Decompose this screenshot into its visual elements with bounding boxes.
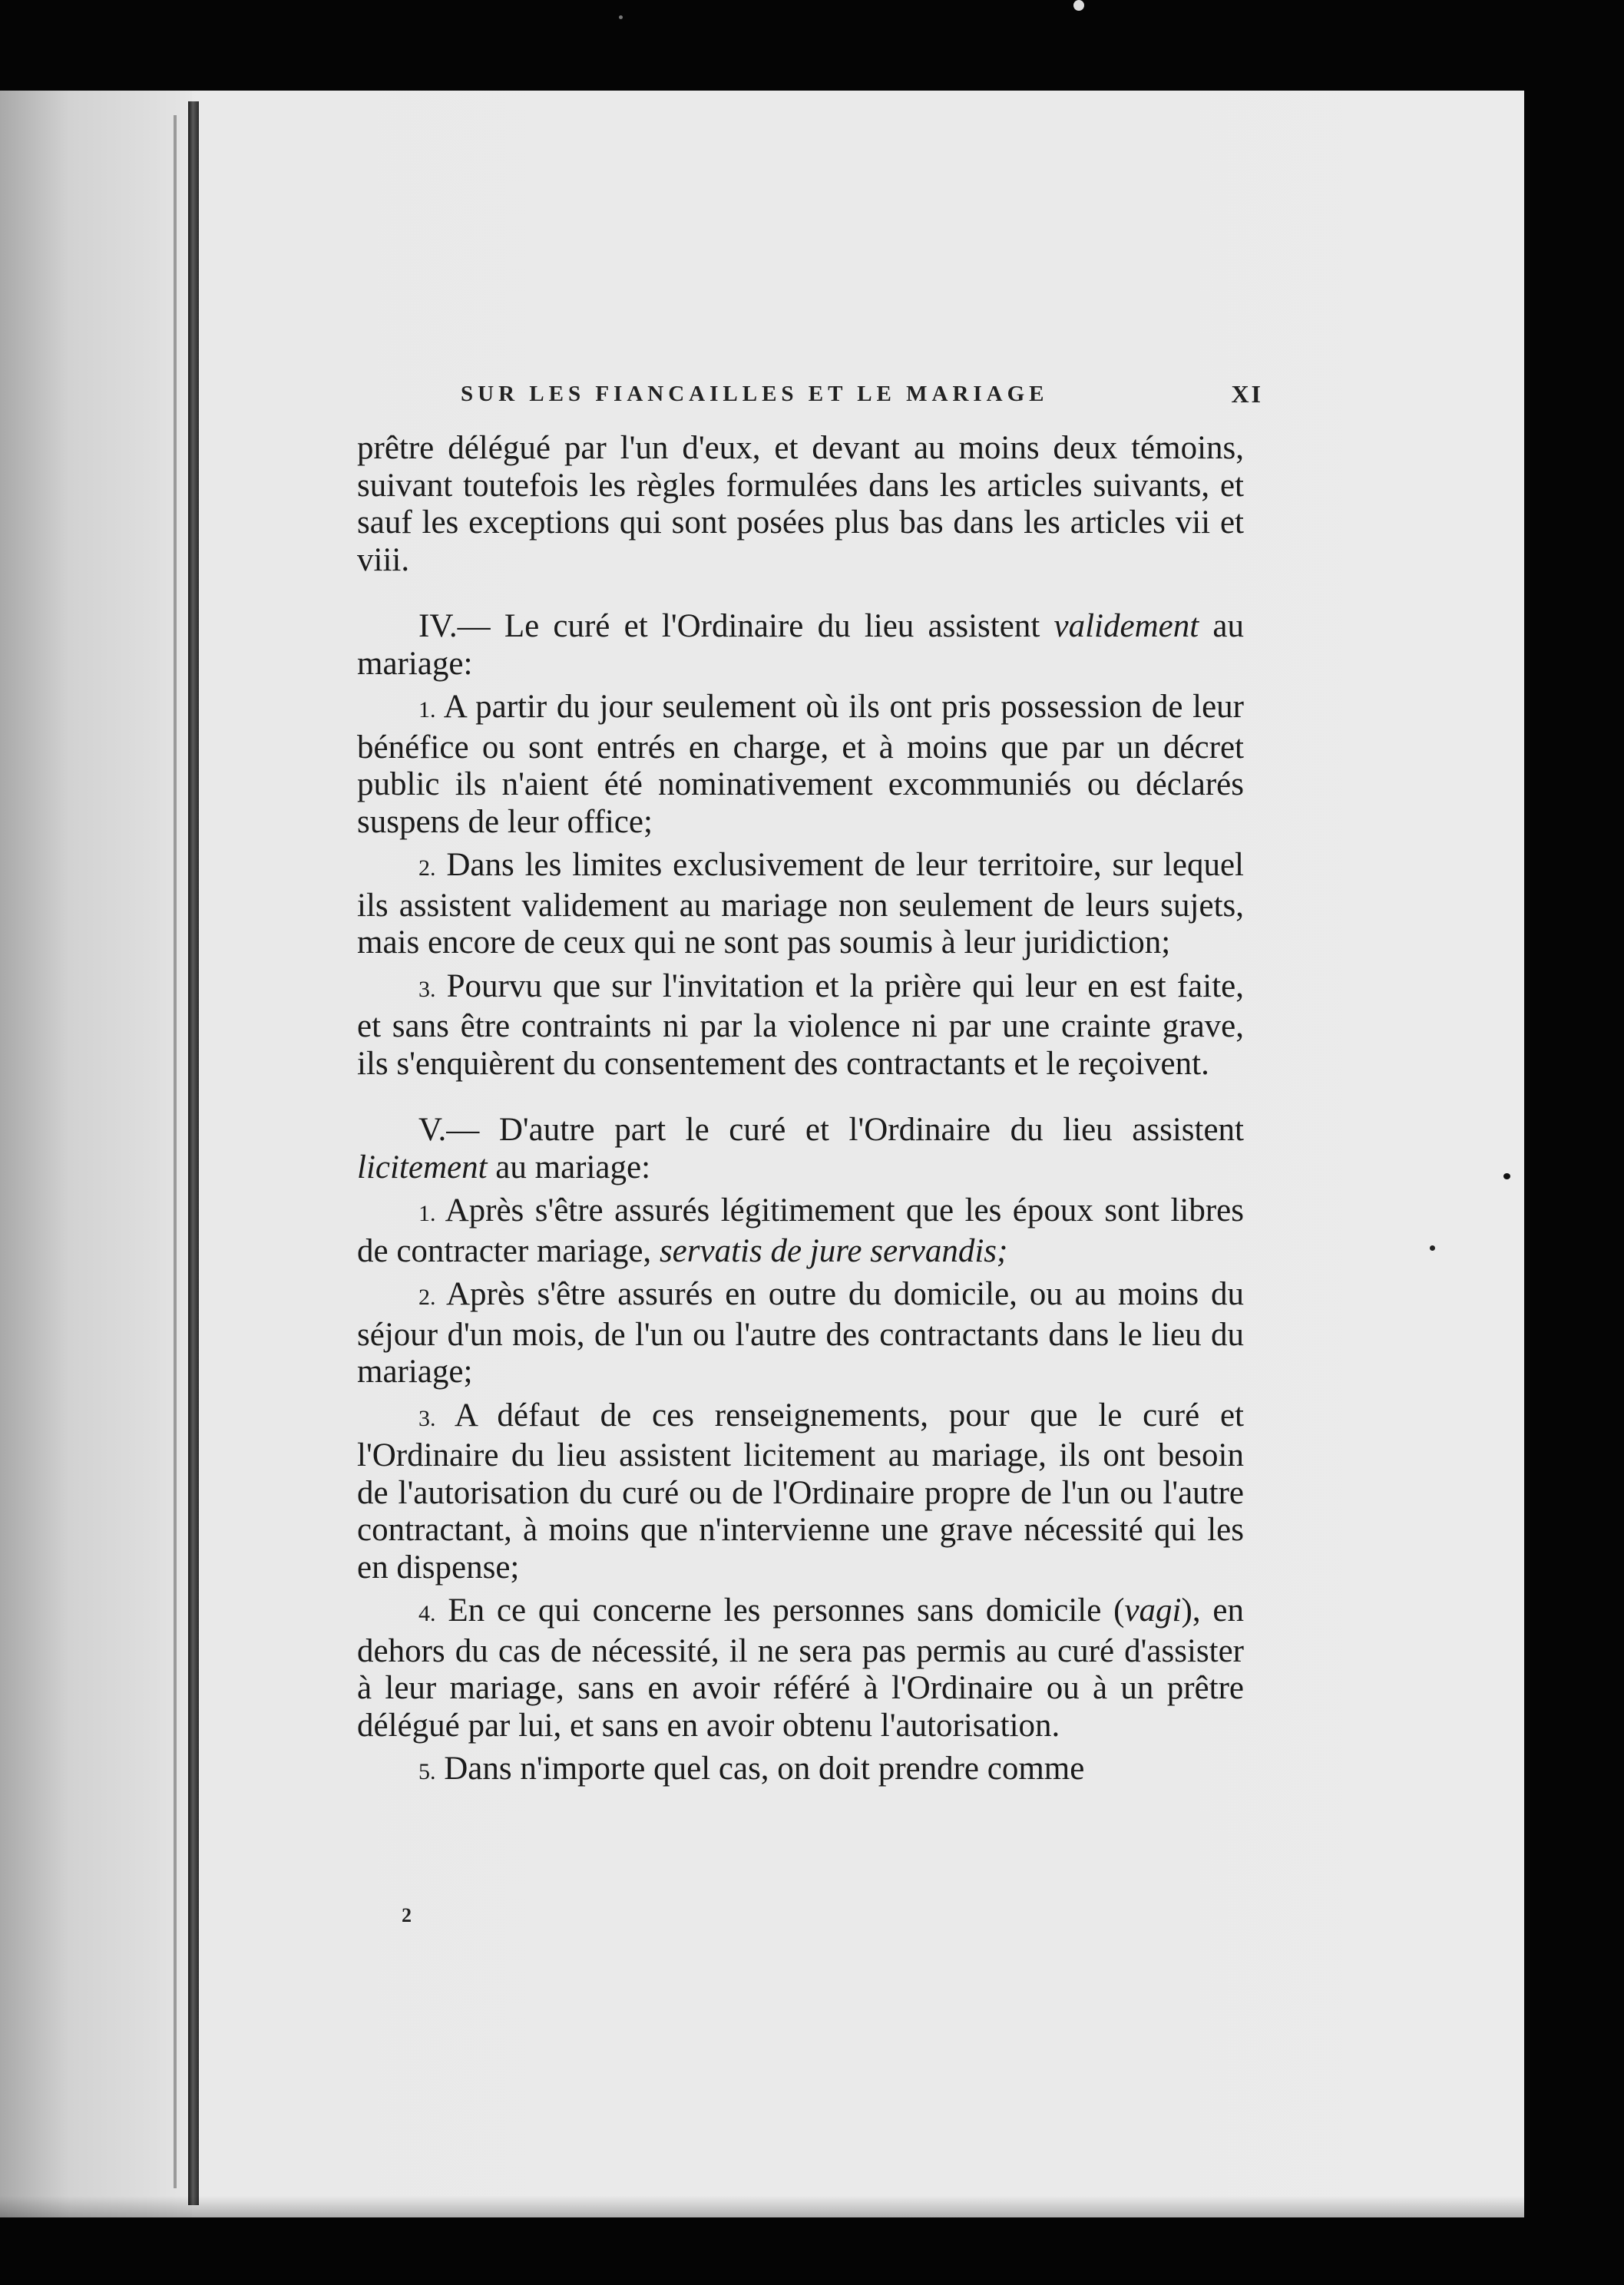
paragraph-continuation: prêtre délégué par l'un d'eux, et devant au moins deux témoins, suivant toutefois les règles formulées dans les articles suivants, et sauf les exceptions qui sont posées plus bas dans les articles vii et viii.	[357, 430, 1244, 578]
article-iv-lead: IV.— Le curé et l'Ordinaire du lieu assistent	[418, 608, 1054, 644]
item-text: En ce qui concerne les personnes sans domicile (	[435, 1592, 1125, 1629]
scan-speck	[619, 15, 623, 19]
article-iv-lead-end: au mariage:	[357, 608, 1244, 682]
article-v-item-5	[357, 1751, 1244, 1791]
article-v-item-3	[357, 1397, 1244, 1587]
article-iv-keyword: validement	[1053, 608, 1199, 644]
item-text: Dans les limites exclusivement de leur territoire, sur lequel ils assistent validement au mariage non seulement de leurs sujets, mais encore de ceux qui ne sont pas soumis à leur juridiction;	[357, 847, 1244, 961]
item-latin-word: vagi	[1124, 1592, 1182, 1629]
item-text: Pourvu que sur l'invitation et la prière qui leur en est faite, et sans être contraints ni par la violence ni par une crainte grave, ils s'enquièrent du consentement des contractants et le reçoivent.	[357, 967, 1244, 1082]
item-text: Après s'être assurés légitimement que les époux sont libres de contracter mariage,	[357, 1192, 1244, 1269]
item-number: 2.	[418, 855, 436, 881]
signature-mark: 2	[402, 1904, 412, 1926]
item-number: 3.	[418, 976, 436, 1002]
item-text: A partir du jour seulement où ils ont pris possession de leur bénéfice ou sont entrés en charge, et à moins que par un décret public ils n'aient été nominativement excommuniés ou déclarés suspens de leur office;	[357, 689, 1244, 840]
scan-speck	[1073, 0, 1084, 11]
item-text: Après s'être assurés en outre du domicile, ou au moins du séjour d'un mois, de l'un ou l'autre des contractants dans le lieu du mariage;	[357, 1276, 1244, 1390]
ink-speck	[1503, 1173, 1510, 1179]
item-text-continued: ), en dehors du cas de nécessité, il ne sera pas permis au curé d'assister à leur mariage, sans en avoir référé à l'Ordinaire ou à un prêtre délégué par lui, et sans en avoir obtenu l'autorisation.	[357, 1592, 1244, 1744]
article-v-lead-end: au mariage:	[487, 1149, 651, 1185]
item-number: 3.	[418, 1405, 436, 1431]
article-v-item-2	[357, 1276, 1244, 1391]
page-gutter-line	[174, 115, 177, 2188]
item-text: A défaut de ces renseignements, pour que le curé et l'Ordinaire du lieu assistent licitement au mariage, ils ont besoin de l'autorisation du curé ou de l'Ordinaire propre de l'un ou l'autre contractant, à moins que n'intervienne une grave nécessité qui les en dispense;	[357, 1397, 1244, 1586]
article-v-lead: V.— D'autre part le curé et l'Ordinaire du lieu assistent	[418, 1112, 1244, 1148]
binding-gutter	[188, 101, 199, 2205]
facing-page-edge	[0, 91, 192, 2217]
ink-speck	[1430, 1245, 1435, 1251]
article-iv-item-3	[357, 968, 1244, 1083]
article-iv-heading	[357, 608, 1244, 683]
running-header	[461, 375, 1263, 413]
article-v-keyword: licitement	[357, 1149, 488, 1185]
item-number: 5.	[418, 1759, 436, 1784]
item-text: Dans n'importe quel cas, on doit prendre comme	[435, 1751, 1085, 1787]
running-title: SUR LES FIANCAILLES ET LE MARIAGE	[461, 381, 1049, 406]
article-v-heading	[357, 1112, 1244, 1186]
article-v-item-1	[357, 1192, 1244, 1270]
item-latin-phrase: servatis de jure servandis;	[659, 1232, 1008, 1269]
item-number: 2.	[418, 1285, 436, 1310]
body-text	[357, 430, 1244, 1791]
item-number: 1.	[418, 1201, 436, 1226]
item-number: 4.	[418, 1601, 436, 1626]
page-number: XI	[1231, 379, 1263, 408]
article-iv-item-2	[357, 847, 1244, 962]
article-v-item-4	[357, 1592, 1244, 1744]
page-bottom-shadow	[0, 2196, 1524, 2217]
item-number: 1.	[418, 697, 436, 723]
article-iv-item-1	[357, 689, 1244, 841]
